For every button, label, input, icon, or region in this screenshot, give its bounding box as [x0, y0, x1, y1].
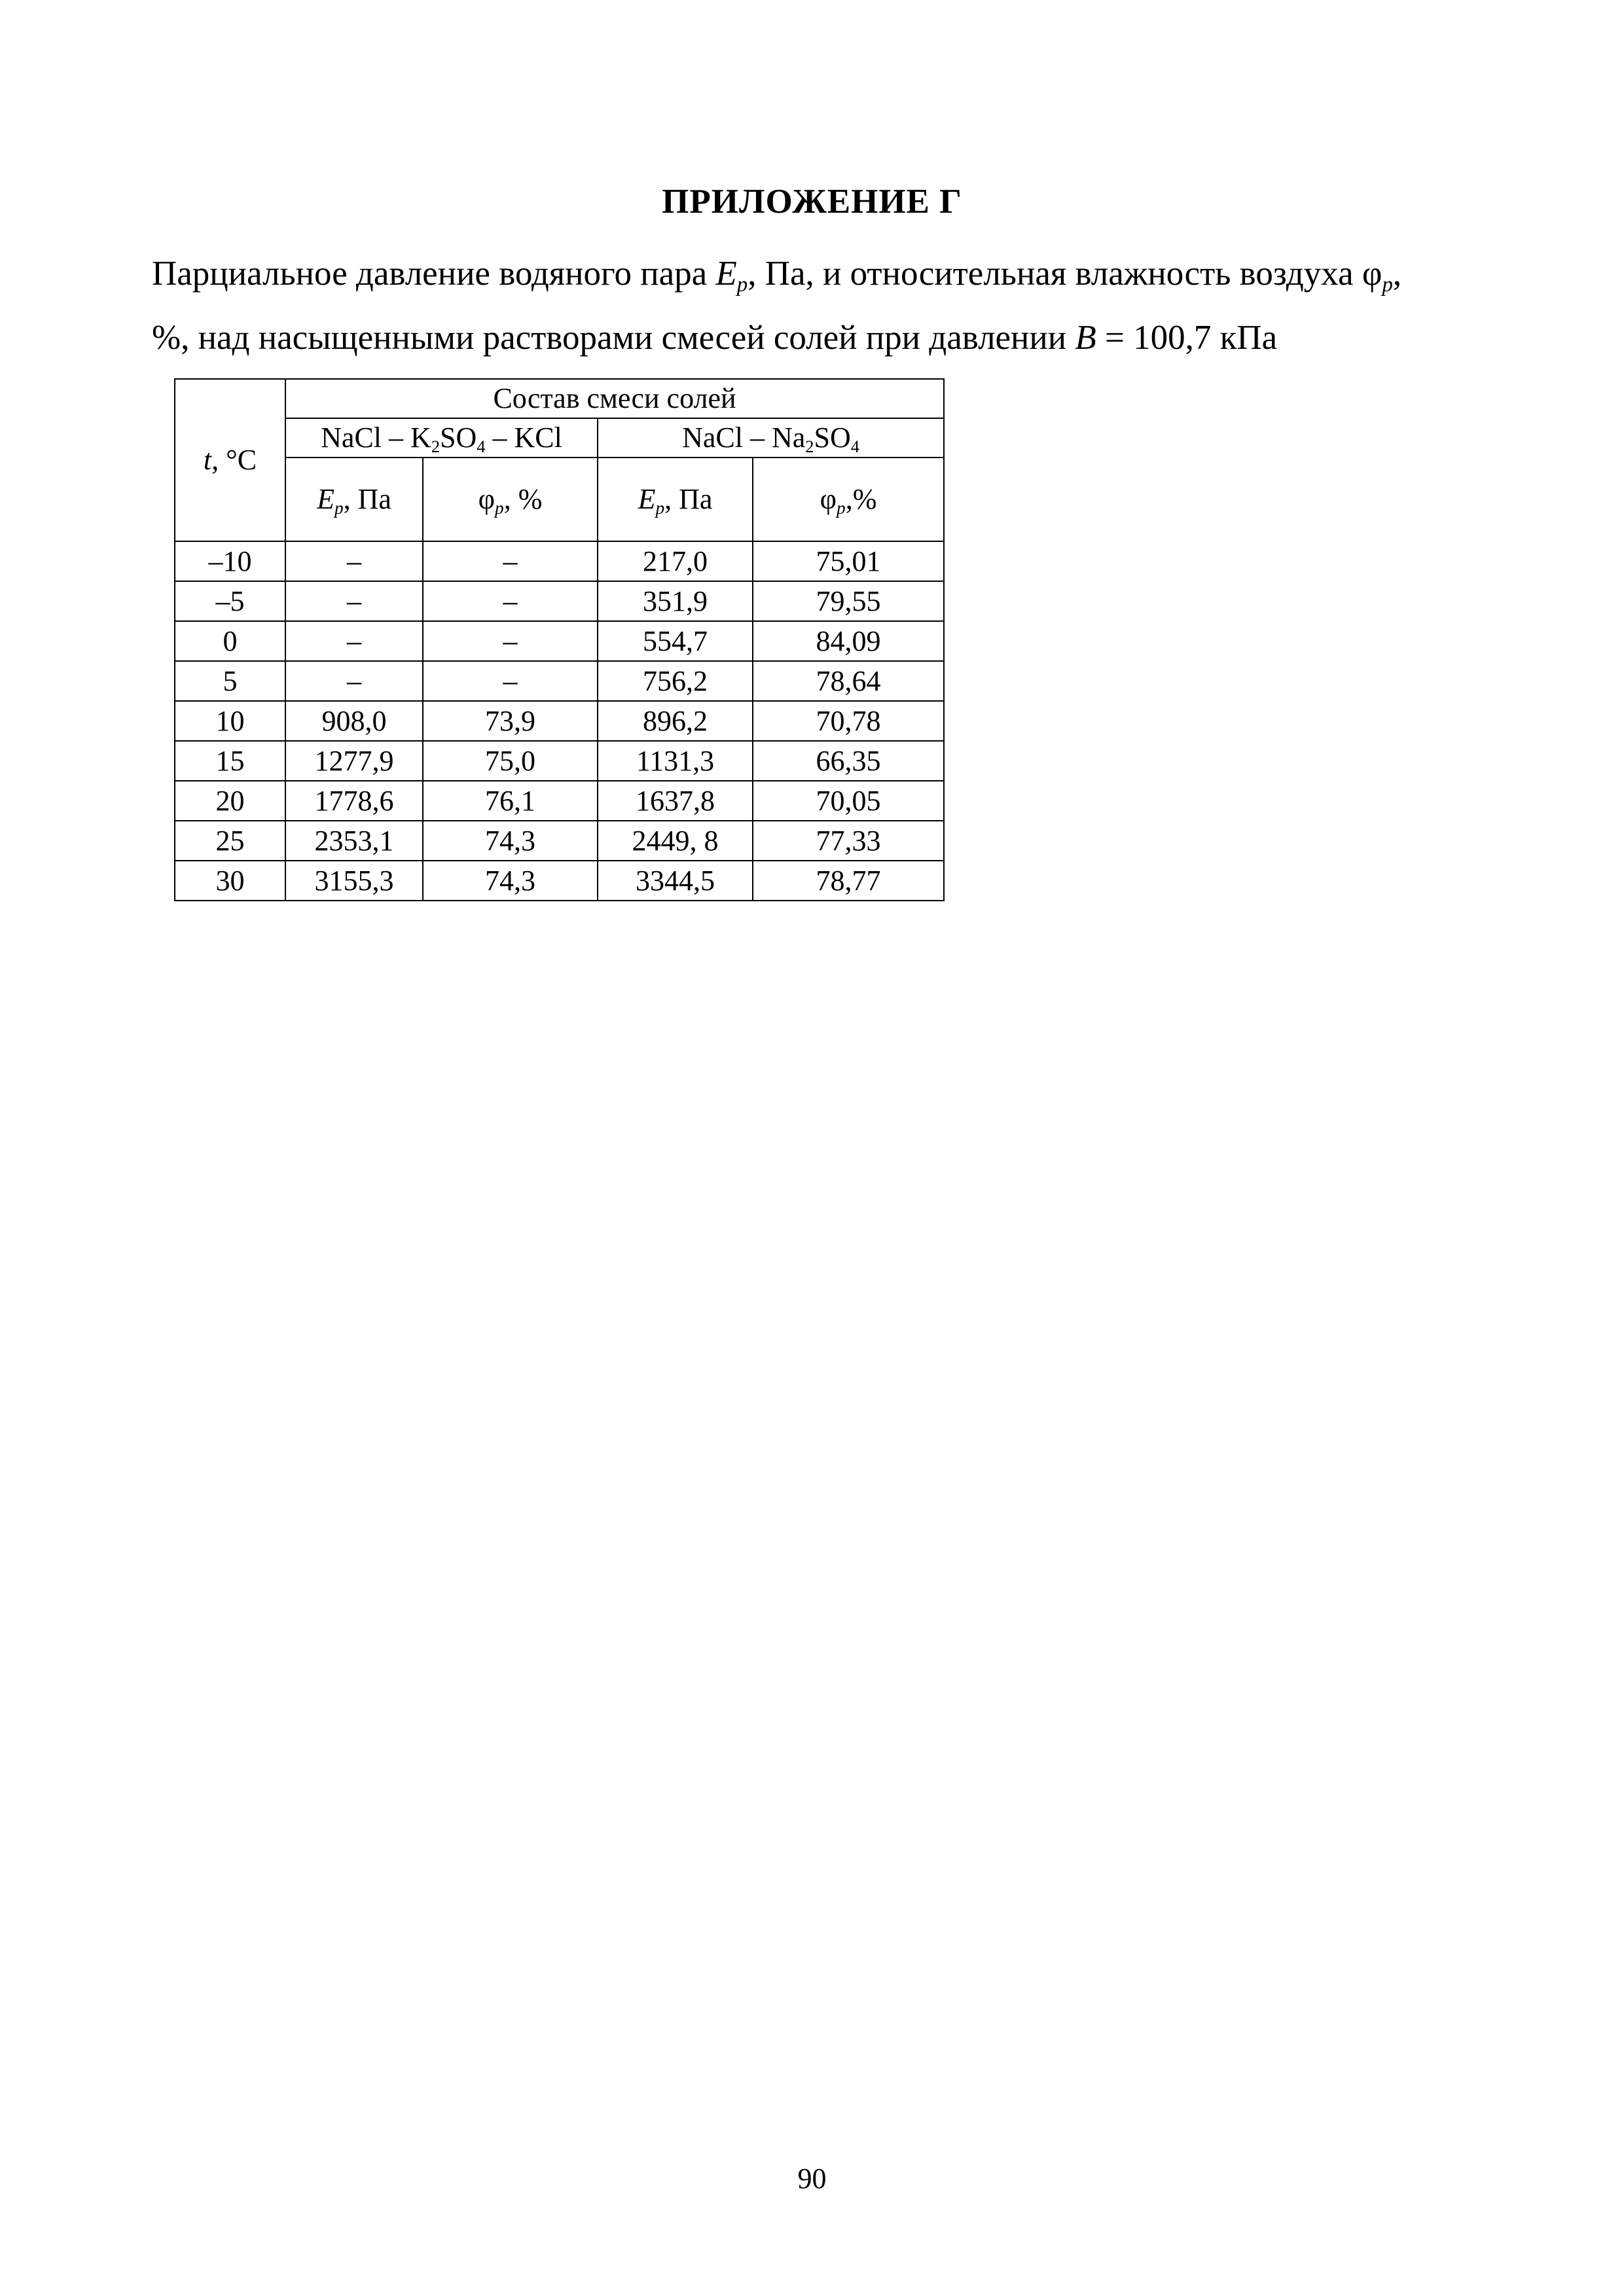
- table-cell: 554,7: [598, 621, 753, 661]
- caption-symbol-b: B: [1075, 319, 1096, 357]
- table-cell: –: [423, 621, 598, 661]
- table-cell: 5: [175, 661, 285, 701]
- temperature-header: t, °C: [175, 379, 285, 541]
- table-cell: 1131,3: [598, 741, 753, 781]
- caption-symbol-e: E: [715, 255, 737, 293]
- caption-text: ,: [1392, 255, 1402, 293]
- table-cell: 1778,6: [285, 781, 423, 821]
- table-cell: 70,78: [753, 701, 944, 741]
- ep-header: $E_p$, Па: [285, 457, 423, 541]
- caption-sub-p: p: [736, 272, 748, 296]
- table-cell: 66,35: [753, 741, 944, 781]
- caption-text: Парциальное давление водяного пара: [152, 255, 716, 293]
- table-cell: –: [423, 661, 598, 701]
- table-row: [175, 661, 944, 701]
- ep-header: $E_p$, Па: [598, 457, 753, 541]
- table-cell: 79,55: [753, 581, 944, 621]
- table-cell: 1277,9: [285, 741, 423, 781]
- table-cell: 75,0: [423, 741, 598, 781]
- table-cell: 15: [175, 741, 285, 781]
- table-cell: 76,1: [423, 781, 598, 821]
- caption-text: , Па, и относительная влажность воздуха: [748, 255, 1362, 293]
- table-cell: –: [423, 581, 598, 621]
- table-row: [175, 741, 944, 781]
- table-cell: 77,33: [753, 821, 944, 861]
- table-cell: 70,05: [753, 781, 944, 821]
- caption-text: %, над насыщенными растворами смесей солей при давлении: [152, 319, 1075, 357]
- table-cell: 73,9: [423, 701, 598, 741]
- table-cell: 896,2: [598, 701, 753, 741]
- table-cell: 78,77: [753, 861, 944, 901]
- table-cell: 78,64: [753, 661, 944, 701]
- table-cell: 3155,3: [285, 861, 423, 901]
- table-cell: 75,01: [753, 541, 944, 581]
- caption-symbol-phi: φ: [1362, 255, 1382, 293]
- table-cell: 25: [175, 821, 285, 861]
- table-cell: 2353,1: [285, 821, 423, 861]
- table-row: [175, 781, 944, 821]
- table-cell: –: [423, 541, 598, 581]
- phi-header: $\varphi_p$, %: [423, 457, 598, 541]
- table-cell: 908,0: [285, 701, 423, 741]
- table-row: [175, 821, 944, 861]
- table-cell: 74,3: [423, 861, 598, 901]
- table-row: [175, 861, 944, 901]
- table-cell: 74,3: [423, 821, 598, 861]
- table-cell: 217,0: [598, 541, 753, 581]
- table-row: [175, 541, 944, 581]
- table-row: [175, 701, 944, 741]
- page-number: 90: [797, 2162, 827, 2195]
- group-header: Состав смеси солей: [285, 379, 944, 418]
- table-cell: –: [285, 621, 423, 661]
- table-caption-line-2: [152, 321, 1566, 355]
- mix2-header: NaCl – $Na_2SO_4$: [598, 418, 944, 457]
- table-cell: 0: [175, 621, 285, 661]
- salt-mixture-table: [174, 378, 945, 901]
- table-row: [175, 581, 944, 621]
- caption-sub-p: p: [1382, 272, 1393, 296]
- caption-text: = 100,7 кПа: [1096, 319, 1278, 357]
- table-cell: 10: [175, 701, 285, 741]
- table-cell: 84,09: [753, 621, 944, 661]
- table-cell: –: [285, 661, 423, 701]
- table-cell: 30: [175, 861, 285, 901]
- table-row: [175, 621, 944, 661]
- table-caption-line-1: [152, 255, 1566, 296]
- appendix-heading: ПРИЛОЖЕНИЕ Г: [662, 183, 962, 221]
- table-cell: 2449, 8: [598, 821, 753, 861]
- table-cell: –: [285, 581, 423, 621]
- table-cell: 20: [175, 781, 285, 821]
- table-cell: 3344,5: [598, 861, 753, 901]
- table-cell: 1637,8: [598, 781, 753, 821]
- table-cell: –5: [175, 581, 285, 621]
- table-cell: –10: [175, 541, 285, 581]
- table-cell: –: [285, 541, 423, 581]
- table-cell: 351,9: [598, 581, 753, 621]
- mix1-header: NaCl – $K_2SO_4$ – KCl: [285, 418, 598, 457]
- table-cell: 756,2: [598, 661, 753, 701]
- phi-header: $\varphi_p,\%$: [753, 457, 944, 541]
